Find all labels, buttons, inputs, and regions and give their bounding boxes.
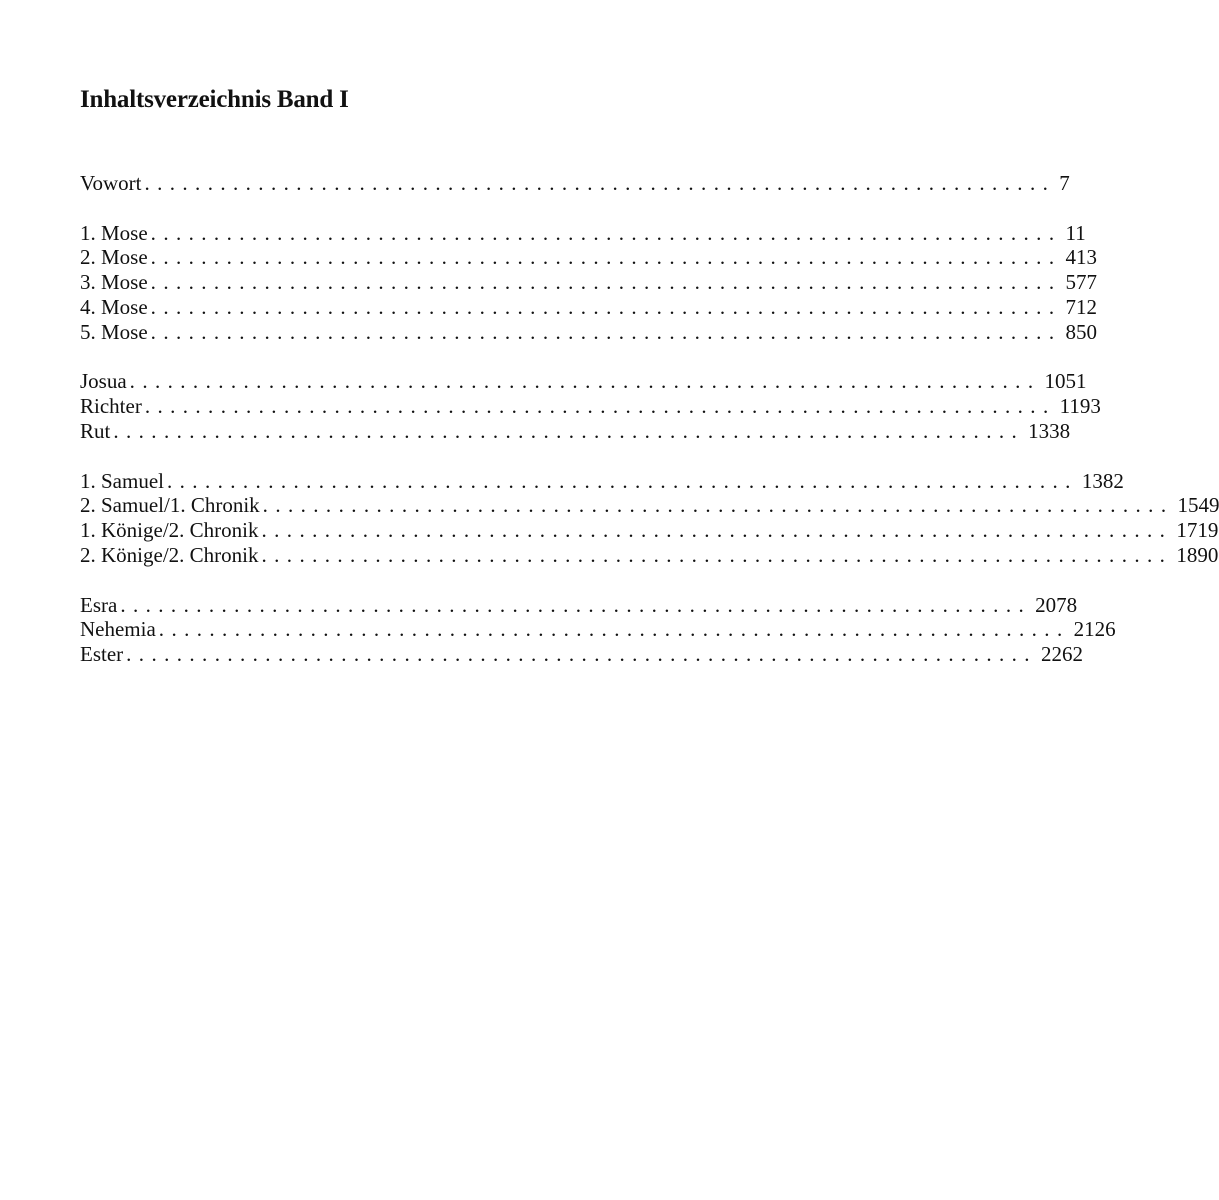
toc-entry-label: 1. Könige/2. Chronik xyxy=(80,518,259,543)
toc-group-historical-2 xyxy=(80,468,1219,568)
toc-dot-leader: ........................................................................ xyxy=(113,418,1025,443)
toc-entry[interactable] xyxy=(80,617,1116,642)
toc-dot-leader: ........................................................................ xyxy=(144,171,1056,195)
toc-entry-label: Josua xyxy=(80,369,127,394)
toc-dot-leader: ........................................................................ xyxy=(150,319,1062,344)
toc-entry[interactable] xyxy=(80,319,1097,345)
toc-dot-leader: ........................................................................ xyxy=(144,394,1056,419)
toc-entry-label: Nehemia xyxy=(80,617,156,642)
toc-entry-page: 2126 xyxy=(1073,617,1116,642)
toc-entry-label: 5. Mose xyxy=(80,319,148,344)
toc-group-historical-3 xyxy=(80,592,1116,667)
toc-dot-leader: ........................................................................ xyxy=(129,369,1041,394)
toc-entry-page: 11 xyxy=(1065,220,1086,245)
toc-entry[interactable] xyxy=(80,245,1097,270)
toc-entry[interactable] xyxy=(80,418,1071,444)
toc-entry[interactable] xyxy=(80,294,1097,320)
toc-entry-page: 7 xyxy=(1059,171,1070,195)
table-of-contents xyxy=(80,171,1219,692)
toc-entry-label: 1. Samuel xyxy=(80,468,164,493)
toc-entry[interactable] xyxy=(80,171,1070,196)
toc-entry-page: 1051 xyxy=(1044,369,1087,394)
toc-entry[interactable] xyxy=(80,542,1219,568)
toc-dot-leader: ........................................................................ xyxy=(126,642,1037,667)
toc-entry-label: Ester xyxy=(80,642,124,667)
toc-entry-label: 1. Mose xyxy=(80,220,148,245)
toc-entry-page: 1719 xyxy=(1176,518,1219,543)
toc-entry[interactable] xyxy=(80,642,1083,667)
toc-entry-page: 850 xyxy=(1065,319,1097,344)
toc-dot-leader: ........................................................................ xyxy=(158,617,1070,642)
toc-entry-page: 577 xyxy=(1065,270,1097,295)
toc-entry[interactable] xyxy=(80,493,1219,518)
toc-group-historical-1 xyxy=(80,369,1101,443)
toc-entry-label: 2. Könige/2. Chronik xyxy=(80,542,259,567)
toc-entry[interactable] xyxy=(80,468,1124,494)
toc-dot-leader: ........................................................................ xyxy=(150,220,1062,245)
toc-entry-label: Rut xyxy=(80,418,111,443)
toc-entry[interactable] xyxy=(80,369,1087,394)
toc-entry-page: 1549 xyxy=(1177,493,1219,518)
toc-dot-leader: ........................................................................ xyxy=(150,270,1062,295)
toc-entry[interactable] xyxy=(80,394,1101,419)
toc-dot-leader: ........................................................................ xyxy=(150,294,1062,319)
toc-entry-label: 2. Samuel/1. Chronik xyxy=(80,493,260,518)
toc-entry-label: Esra xyxy=(80,592,118,617)
toc-entry[interactable] xyxy=(80,518,1219,543)
toc-dot-leader: ........................................................................ xyxy=(261,542,1173,567)
toc-entry-page: 712 xyxy=(1065,294,1097,319)
toc-entry-page: 1193 xyxy=(1059,394,1101,419)
toc-entry-label: Richter xyxy=(80,394,142,419)
toc-entry-label: Vowort xyxy=(80,171,142,195)
toc-entry-page: 1890 xyxy=(1176,542,1219,567)
toc-entry[interactable] xyxy=(80,270,1097,295)
toc-dot-leader: ........................................................................ xyxy=(167,468,1078,493)
toc-entry-page: 1382 xyxy=(1081,468,1124,493)
toc-entry-page: 2262 xyxy=(1040,642,1083,667)
toc-entry-page: 413 xyxy=(1065,245,1097,270)
toc-entry-label: 3. Mose xyxy=(80,270,148,295)
toc-dot-leader: ........................................................................ xyxy=(150,245,1062,270)
toc-entry-label: 2. Mose xyxy=(80,245,148,270)
toc-entry-page: 2078 xyxy=(1035,592,1078,617)
toc-entry-page: 1338 xyxy=(1028,418,1071,443)
toc-entry[interactable] xyxy=(80,592,1078,618)
toc-dot-leader: ........................................................................ xyxy=(120,592,1032,617)
page-title: Inhaltsverzeichnis Band I xyxy=(80,86,349,113)
toc-group-preface xyxy=(80,171,1070,196)
toc-dot-leader: ........................................................................ xyxy=(262,493,1174,518)
toc-entry[interactable] xyxy=(80,220,1086,246)
toc-dot-leader: ........................................................................ xyxy=(261,518,1173,543)
toc-entry-label: 4. Mose xyxy=(80,294,148,319)
toc-group-pentateuch xyxy=(80,220,1097,345)
